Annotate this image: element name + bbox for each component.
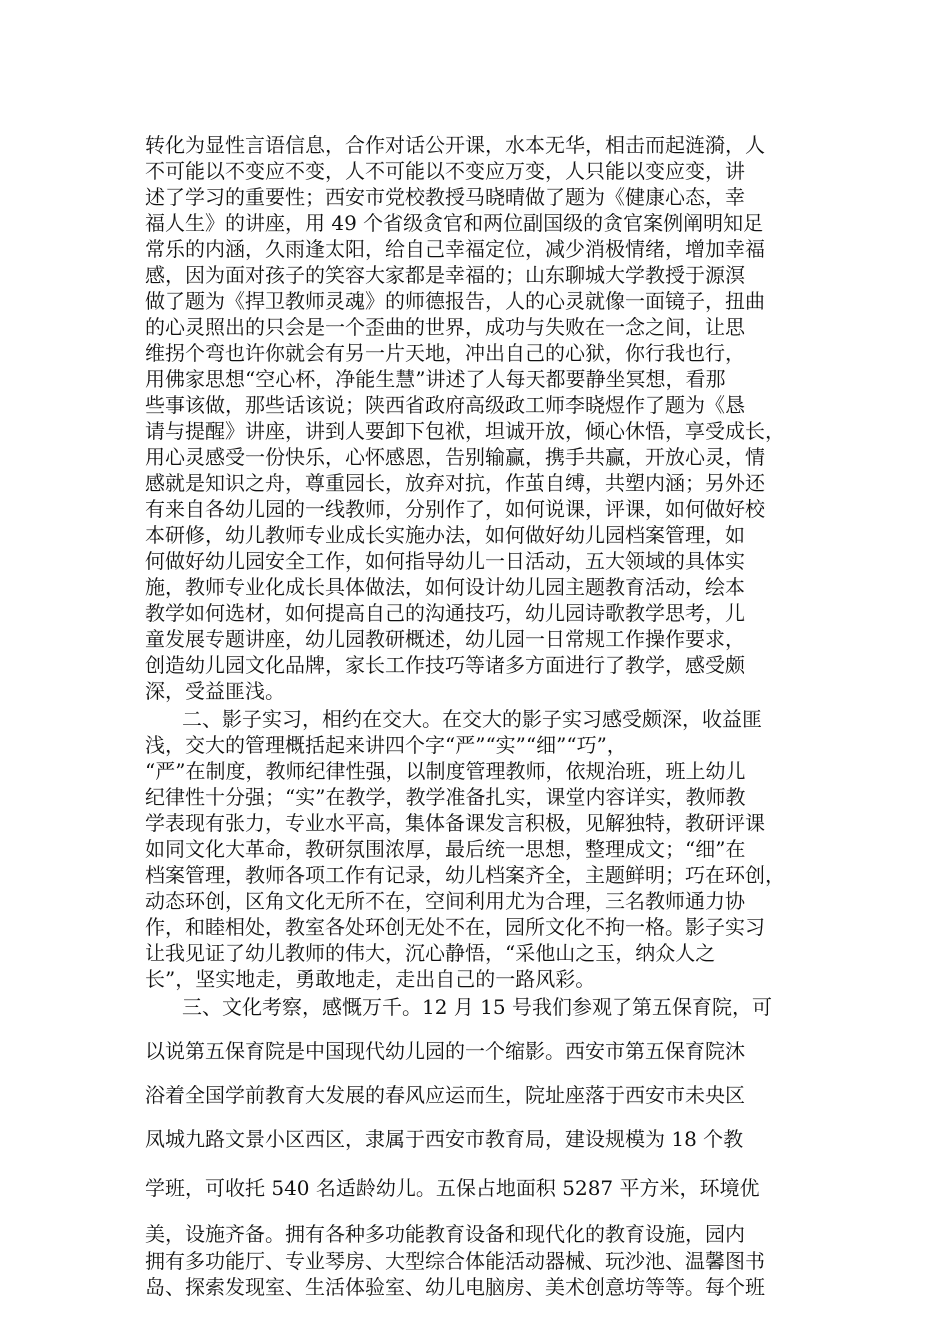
text-line: 浅，交大的管理概括起来讲四个字“严”“实”“细”“巧”，: [145, 733, 627, 757]
text-line: 拥有多功能厅、专业琴房、大型综合体能活动器械、玩沙池、温馨图书: [145, 1249, 765, 1273]
text-line: 让我见证了幼儿教师的伟大，沉心静悟，“采他山之玉，纳众人之: [145, 941, 716, 965]
text-line: 二、影子实习，相约在交大。在交大的影子实习感受颇深，收益匪: [182, 707, 762, 731]
text-line: 三、文化考察，感慨万千。12 月 15 号我们参观了第五保育院，可: [182, 995, 772, 1019]
text-line: 感，因为面对孩子的笑容大家都是幸福的；山东聊城大学教授于源溟: [145, 263, 745, 287]
text-line: 教学如何选材，如何提高自己的沟通技巧，幼儿园诗歌教学思考，儿: [145, 601, 745, 625]
text-line: 档案管理，教师各项工作有记录，幼儿档案齐全，主题鲜明；巧在环创，: [145, 863, 785, 887]
text-line: 创造幼儿园文化品牌，家长工作技巧等诸多方面进行了教学，感受颇: [145, 653, 745, 677]
text-line: 述了学习的重要性；西安市党校教授马晓晴做了题为《健康心态，幸: [145, 185, 745, 209]
text-line: 长”，坚实地走，勇敢地走，走出自己的一路风彩。: [145, 967, 596, 991]
text-line: 做了题为《捍卫教师灵魂》的师德报告，人的心灵就像一面镜子，扭曲: [145, 289, 765, 313]
text-line: 本研修，幼儿教师专业成长实施办法，如何做好幼儿园档案管理，如: [145, 523, 745, 547]
text-line: 用佛家思想“空心杯，净能生慧”讲述了人每天都要静坐冥想，看那: [145, 367, 726, 391]
text-line: 何做好幼儿园安全工作，如何指导幼儿一日活动，五大领域的具体实: [145, 549, 745, 573]
text-line: 学表现有张力，专业水平高，集体备课发言积极，见解独特，教研评课: [145, 811, 765, 835]
text-line: 些事该做，那些话该说；陕西省政府高级政工师李晓煜作了题为《恳: [145, 393, 745, 417]
text-line: 深，受益匪浅。: [145, 679, 285, 703]
text-line: 浴着全国学前教育大发展的春风应运而生，院址座落于西安市未央区: [145, 1083, 745, 1107]
text-line: 转化为显性言语信息，合作对话公开课，水本无华，相击而起涟漪，人: [145, 133, 765, 157]
text-line: 动态环创，区角文化无所不在，空间利用尤为合理，三名教师通力协: [145, 889, 745, 913]
text-line: 的心灵照出的只会是一个歪曲的世界，成功与失败在一念之间，让思: [145, 315, 745, 339]
text-line: 施，教师专业化成长具体做法，如何设计幼儿园主题教育活动，绘本: [145, 575, 745, 599]
text-line: 如同文化大革命，教研氛围浓厚，最后统一思想，整理成文；“细”在: [145, 837, 746, 861]
text-line: 有来自各幼儿园的一线教师，分别作了，如何说课，评课，如何做好校: [145, 497, 765, 521]
text-line: 岛、探索发现室、生活体验室、幼儿电脑房、美术创意坊等等。每个班: [145, 1275, 765, 1299]
text-line: 凤城九路文景小区西区，隶属于西安市教育局，建设规模为 18 个教: [145, 1127, 744, 1151]
text-line: 福人生》的讲座，用 49 个省级贪官和两位副国级的贪官案例阐明知足: [145, 211, 764, 235]
text-line: 美，设施齐备。拥有各种多功能教育设备和现代化的教育设施，园内: [145, 1222, 745, 1246]
text-line: “严”在制度，教师纪律性强，以制度管理教师，依规治班，班上幼儿: [145, 759, 746, 783]
text-line: 常乐的内涵，久雨逢太阳，给自己幸福定位，减少消极情绪，增加幸福: [145, 237, 765, 261]
text-line: 纪律性十分强；“实”在教学，教学准备扎实，课堂内容详实，教师教: [145, 785, 746, 809]
text-line: 维拐个弯也许你就会有另一片天地，冲出自己的心狱，你行我也行，: [145, 341, 745, 365]
text-line: 以说第五保育院是中国现代幼儿园的一个缩影。西安市第五保育院沐: [145, 1039, 745, 1063]
text-line: 请与提醒》讲座，讲到人要卸下包袱，坦诚开放，倾心休悟，享受成长，: [145, 419, 785, 443]
text-line: 童发展专题讲座，幼儿园教研概述，幼儿园一日常规工作操作要求，: [145, 627, 745, 651]
text-line: 学班，可收托 540 名适龄幼儿。五保占地面积 5287 平方米，环境优: [145, 1176, 760, 1200]
text-line: 作，和睦相处，教室各处环创无处不在，园所文化不拘一格。影子实习: [145, 915, 765, 939]
text-line: 感就是知识之舟，尊重园长，放弃对抗，作茧自缚，共塑内涵；另外还: [145, 471, 765, 495]
text-line: 不可能以不变应不变，人不可能以不变应万变，人只能以变应变，讲: [145, 159, 745, 183]
text-line: 用心灵感受一份快乐，心怀感恩，告别输赢，携手共赢，开放心灵，情: [145, 445, 765, 469]
